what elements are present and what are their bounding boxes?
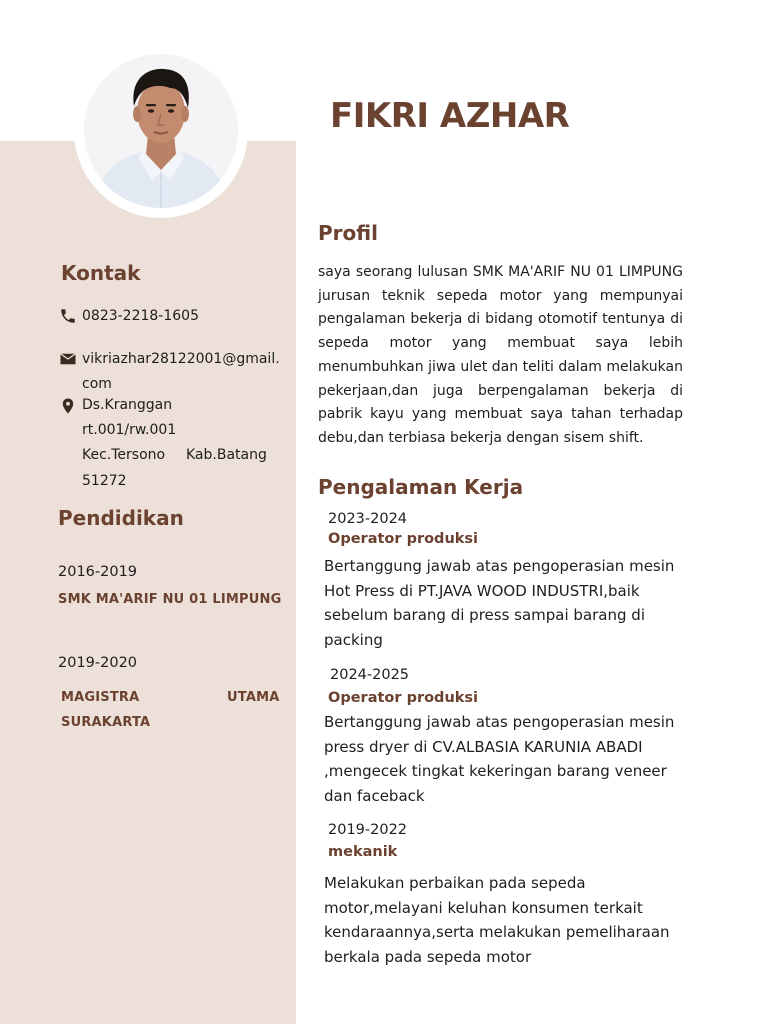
address-line-4: 51272 [82, 473, 127, 489]
education-years-2: 2019-2020 [58, 655, 138, 671]
experience-years-3: 2019-2022 [328, 822, 408, 838]
experience-desc-3: Melakukan perbaikan pada sepeda motor,melayani keluhan konsumen terkait kendaraannya,serta melakukan pemeliharaan berkala pada sepeda motor [324, 874, 670, 967]
experience-desc-1: Bertanggung jawab atas pengoperasian mesin Hot Press di PT.JAVA WOOD INDUSTRI,baik sebelum barang di press sampai barang di packing [324, 557, 675, 650]
address-line-2: rt.001/rw.001 [82, 422, 177, 438]
address-line-1: Ds.Kranggan [82, 397, 173, 413]
education-school-2a: MAGISTRA [61, 690, 140, 705]
mail-icon [59, 350, 77, 368]
profile-heading: Profil [318, 221, 378, 245]
sidebar [0, 141, 296, 1024]
address-line-3a: Kec.Tersono [82, 447, 166, 463]
experience-role-3: mekanik [328, 844, 398, 860]
experience-years-1: 2023-2024 [328, 511, 408, 527]
education-school-2c: SURAKARTA [61, 715, 151, 730]
education-school-1: SMK MA'ARIF NU 01 LIMPUNG [58, 592, 282, 607]
experience-desc-2: Bertanggung jawab atas pengoperasian mesin press dryer di CV.ALBASIA KARUNIA ABADI ,mengecek tingkat kekeringan barang veneer dan faceback [324, 713, 675, 806]
experience-years-2: 2024-2025 [330, 667, 410, 683]
address-line-3b: Kab.Batang [186, 447, 267, 463]
experience-role-1: Operator produksi [328, 531, 479, 547]
phone-number: 0823-2218-1605 [82, 308, 199, 324]
phone-icon [59, 307, 77, 325]
profile-photo [84, 54, 238, 208]
email-line-2: com [82, 376, 112, 392]
experience-role-2: Operator produksi [328, 690, 479, 706]
location-pin-icon [59, 396, 77, 416]
profile-text: saya seorang lulusan SMK MA'ARIF NU 01 LIMPUNG jurusan teknik sepeda motor yang mempunyai pengalaman bekerja di bidang otomotif tentunya di sepeda motor yang membuat saya lebih menumbuhkan jiwa ulet dan teliti dalam melakukan pekerjaan,dan juga berpengalaman bekerja di pabrik kayu yang membuat saya tahan terhadap debu,dan terbiasa bekerja dengan sisem shift. [318, 264, 683, 446]
education-heading: Pendidikan [58, 506, 184, 530]
contact-heading: Kontak [61, 261, 141, 285]
experience-heading: Pengalaman Kerja [318, 475, 524, 499]
candidate-name: FIKRI AZHAR [330, 96, 570, 136]
education-school-2b: UTAMA [227, 690, 280, 705]
email-line-1: vikriazhar28122001@gmail. [82, 351, 280, 367]
education-years-1: 2016-2019 [58, 564, 138, 580]
